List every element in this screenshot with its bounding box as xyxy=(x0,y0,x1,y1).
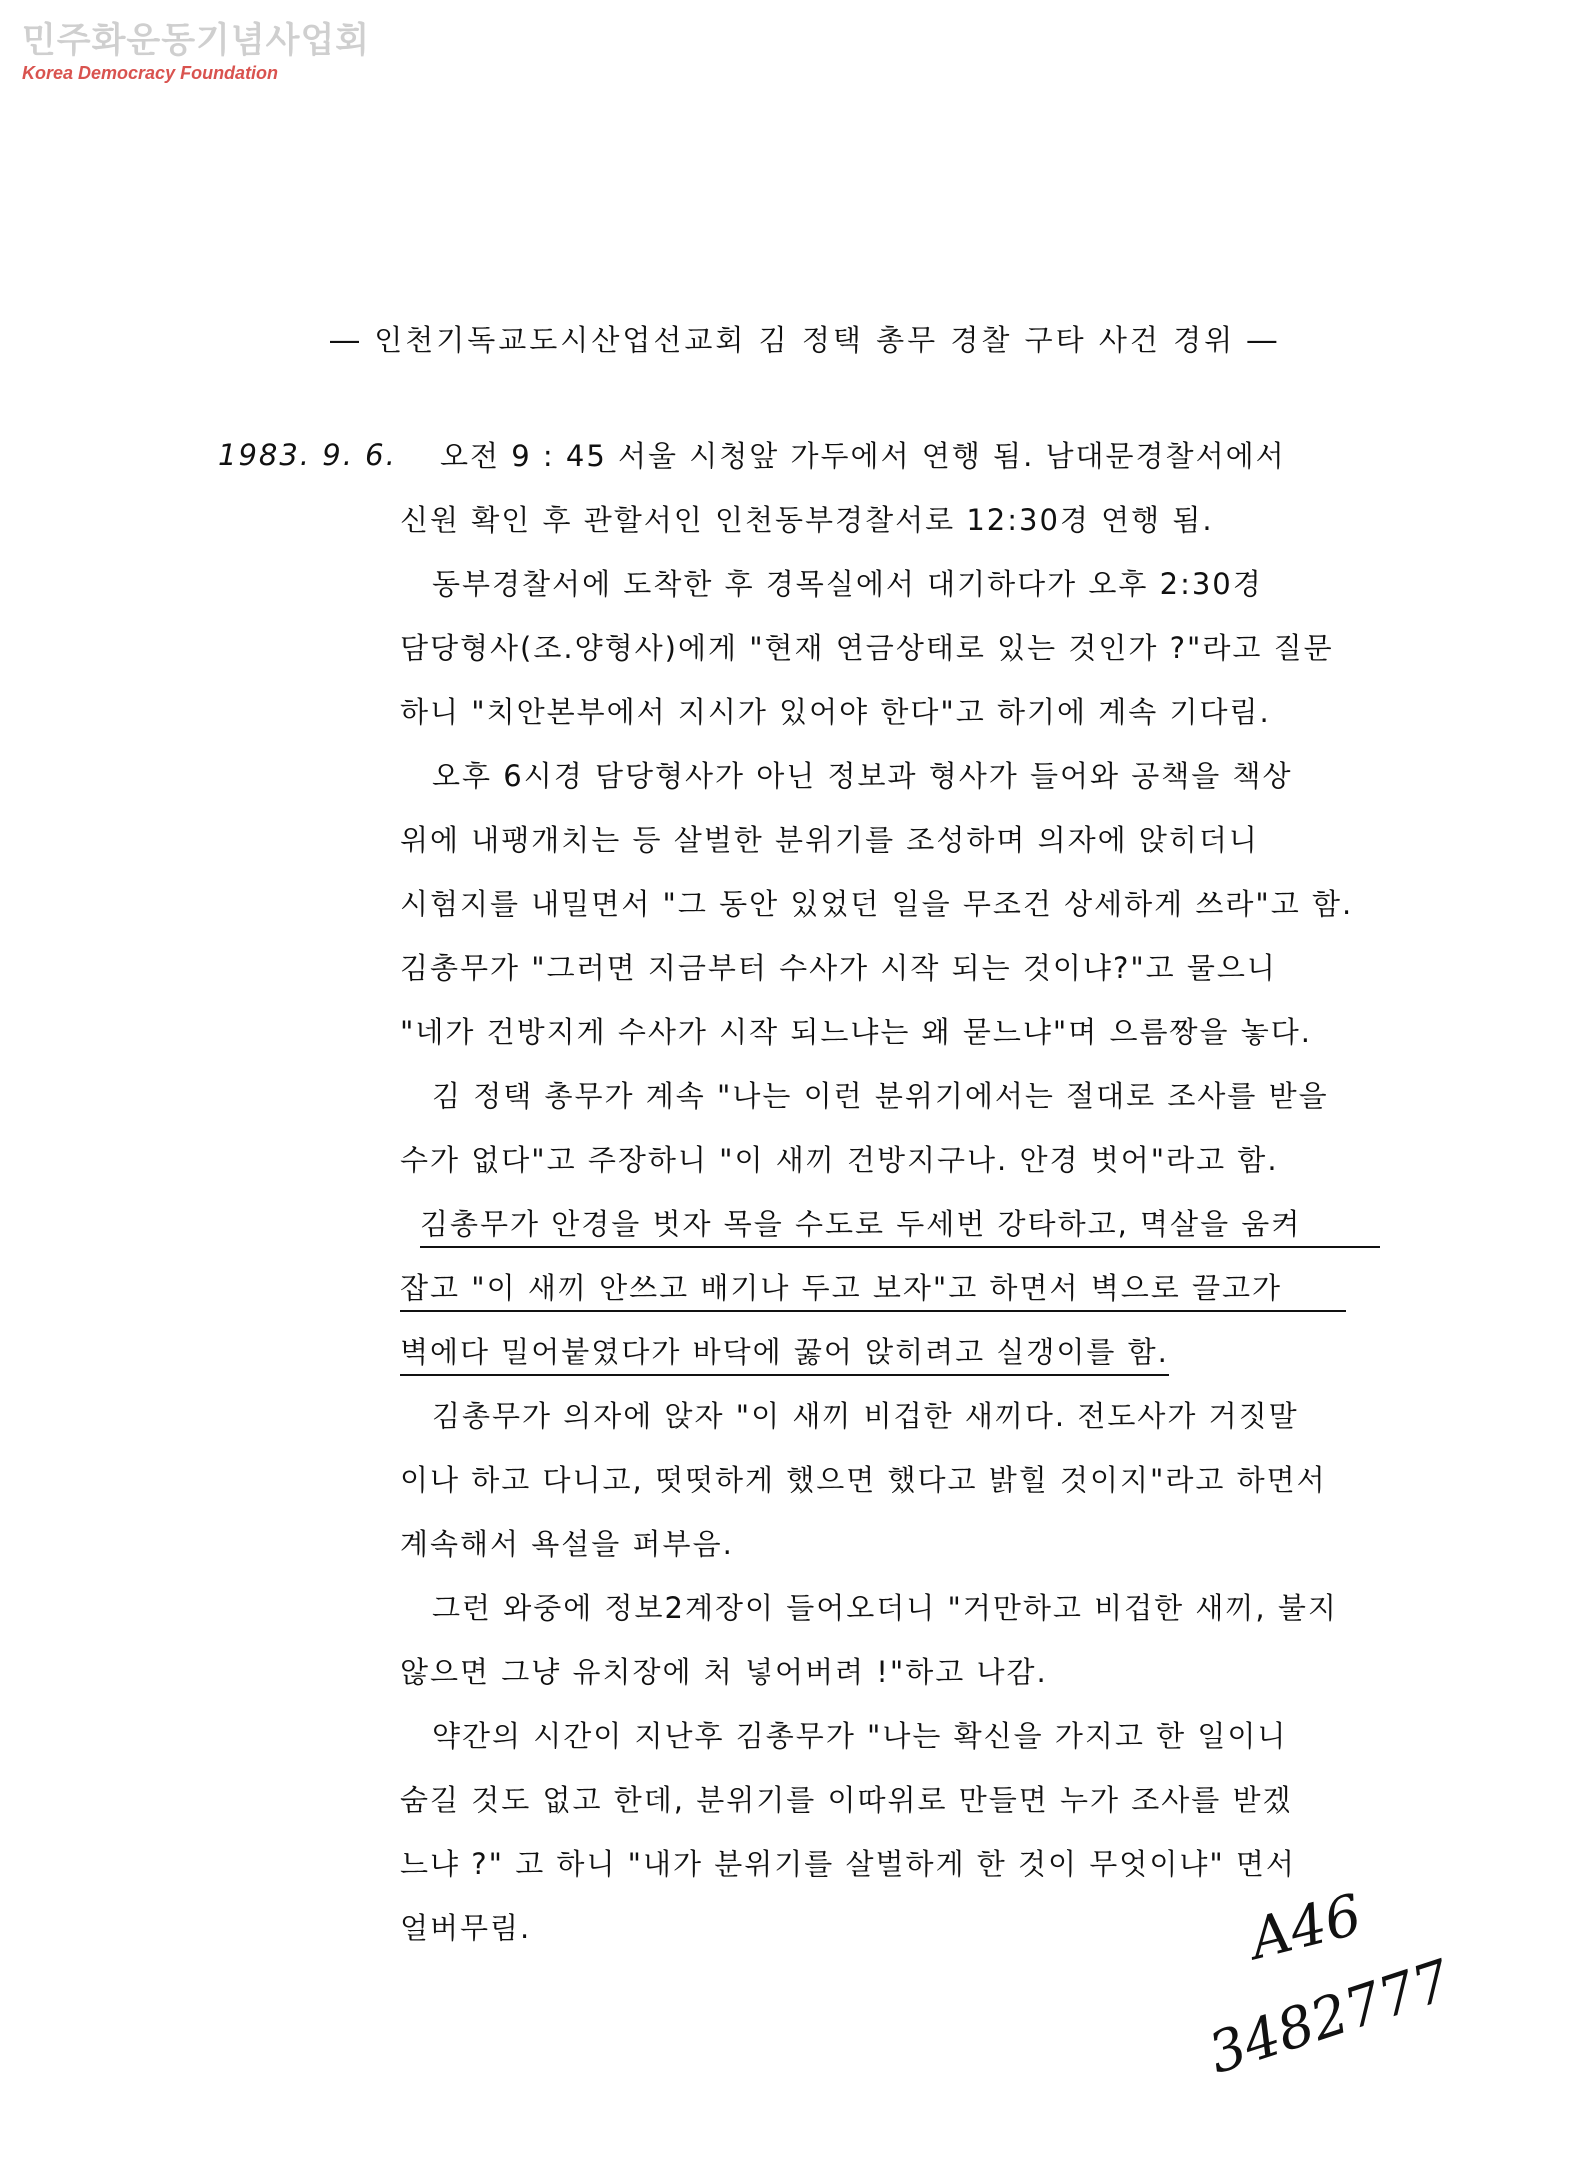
text-line: 느냐 ?" 고 하니 "내가 분위기를 살벌하게 한 것이 무엇이냐" 면서 xyxy=(400,1847,1296,1881)
text-line: 수가 없다"고 주장하니 "이 새끼 건방지구나. 안경 벗어"라고 함. xyxy=(400,1143,1279,1177)
text-line: 얼버무림. xyxy=(400,1911,532,1945)
text-line: 오전 9 : 45 서울 시청앞 가두에서 연행 됨. 남대문경찰서에서 xyxy=(440,439,1286,473)
watermark xyxy=(22,20,370,84)
text-line: 시험지를 내밀면서 "그 동안 있었던 일을 무조건 상세하게 쓰라"고 함. xyxy=(400,887,1354,921)
text-line: 않으면 그냥 유치장에 처 넣어버려 !"하고 나감. xyxy=(400,1655,1048,1689)
text-line: 오후 6시경 담당형사가 아닌 정보과 형사가 들어와 공책을 책상 xyxy=(432,759,1293,793)
text-line: 약간의 시간이 지난후 김총무가 "나는 확신을 가지고 한 일이니 xyxy=(432,1719,1288,1753)
text-line: 계속해서 욕설을 퍼부음. xyxy=(400,1527,734,1561)
text-line-underlined: 잡고 "이 새끼 안쓰고 배기나 두고 보자"고 하면서 벽으로 끌고가 xyxy=(400,1270,1346,1312)
text-line: 김 정택 총무가 계속 "나는 이런 분위기에서는 절대로 조사를 받을 xyxy=(432,1079,1329,1113)
text-line: 김총무가 "그러면 지금부터 수사가 시작 되는 것이냐?"고 물으니 xyxy=(400,951,1277,985)
text-line: 동부경찰서에 도착한 후 경목실에서 대기하다가 오후 2:30경 xyxy=(432,567,1263,601)
watermark-english: Korea Democracy Foundation xyxy=(22,63,279,83)
text-line: 그런 와중에 정보2계장이 들어오더니 "거만하고 비겁한 새끼, 불지 xyxy=(432,1591,1338,1625)
text-line: 신원 확인 후 관할서인 인천동부경찰서로 12:30경 연행 됨. xyxy=(400,503,1214,537)
text-line-underlined: 김총무가 안경을 벗자 목을 수도로 두세번 강타하고, 멱살을 움켜 xyxy=(420,1206,1380,1248)
text-line: 이나 하고 다니고, 떳떳하게 했으면 했다고 밝힐 것이지"라고 하면서 xyxy=(400,1463,1327,1497)
handwritten-number: 3482777 xyxy=(1201,1948,1459,2087)
text-line-underlined: 벽에다 밀어붙였다가 바닥에 꿇어 앉히려고 실갱이를 함. xyxy=(400,1334,1169,1376)
handwritten-page-code: A46 xyxy=(1243,1882,1368,1973)
text-line: 위에 내팽개치는 등 살벌한 분위기를 조성하며 의자에 앉히더니 xyxy=(400,823,1259,857)
text-line: 담당형사(조.양형사)에게 "현재 연금상태로 있는 것인가 ?"라고 질문 xyxy=(400,631,1334,665)
text-line: 숨길 것도 없고 한데, 분위기를 이따위로 만들면 누가 조사를 받겠 xyxy=(400,1783,1293,1817)
document-title: ― 인천기독교도시산업선교회 김 정택 총무 경찰 구타 사건 경위 ― xyxy=(330,323,1280,357)
date: 1983. 9. 6. xyxy=(218,438,397,472)
text-line: "네가 건방지게 수사가 시작 되느냐는 왜 묻느냐"며 으름짱을 놓다. xyxy=(400,1015,1313,1049)
text-line: 김총무가 의자에 앉자 "이 새끼 비겁한 새끼다. 전도사가 거짓말 xyxy=(432,1399,1299,1433)
watermark-korean: 민주화운동기념사업회 xyxy=(22,21,371,61)
text-line: 하니 "치안본부에서 지시가 있어야 한다"고 하기에 계속 기다림. xyxy=(400,695,1271,729)
